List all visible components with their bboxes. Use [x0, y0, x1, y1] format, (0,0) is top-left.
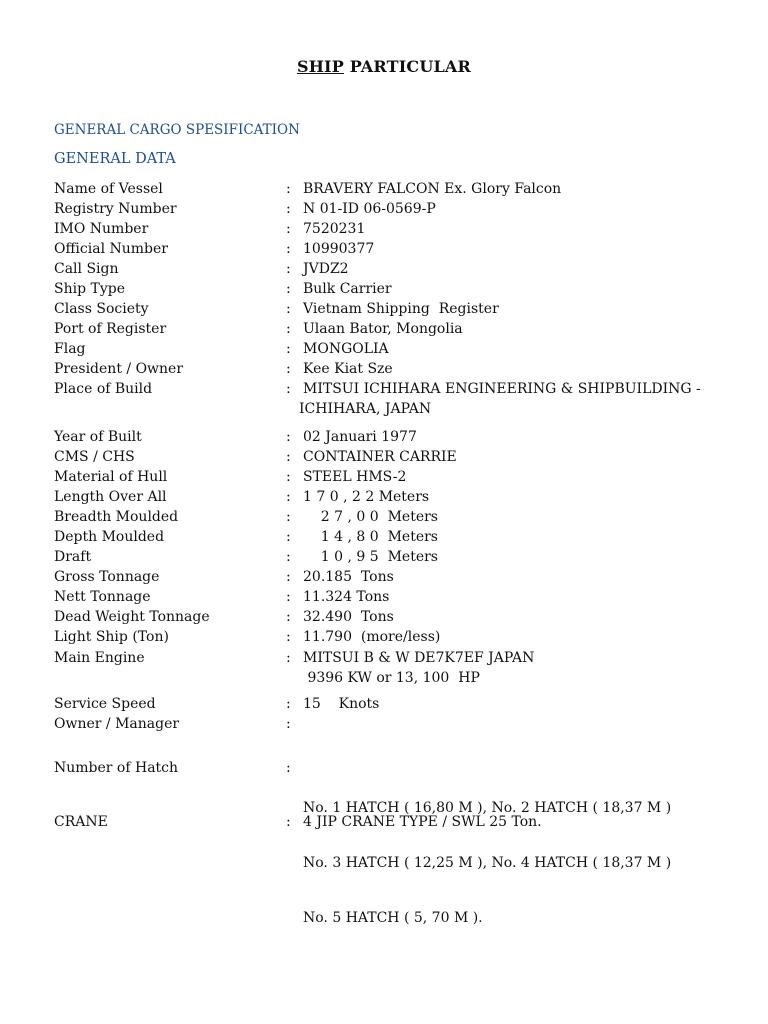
field-value-continued: ICHIHARA, JAPAN [299, 401, 432, 417]
field-label: Owner / Manager [54, 716, 180, 732]
field-label: Flag [54, 341, 86, 357]
colon: : [286, 201, 291, 217]
field-value: JVDZ2 [303, 261, 349, 277]
row-main-engine [54, 648, 734, 688]
field-value: Ulaan Bator, Mongolia [303, 321, 463, 337]
colon: : [286, 609, 291, 625]
field-value: 02 Januari 1977 [303, 429, 417, 445]
page-title [0, 57, 768, 76]
field-value: 1 0 , 9 5 Meters [303, 549, 438, 565]
field-label: Light Ship (Ton) [54, 629, 169, 645]
colon: : [286, 589, 291, 605]
page-title-rest: PARTICULAR [343, 57, 472, 76]
field-label: Year of Built [54, 429, 142, 445]
field-label: Service Speed [54, 696, 156, 712]
field-value: Kee Kiat Sze [303, 361, 393, 377]
field-label: Length Over All [54, 489, 167, 505]
field-value: MITSUI ICHIHARA ENGINEERING & SHIPBUILDING - [303, 381, 701, 397]
field-label: President / Owner [54, 361, 184, 377]
field-label: Registry Number [54, 201, 177, 217]
field-value: 32.490 Tons [303, 609, 394, 625]
general-data-heading: GENERAL DATA [54, 151, 176, 167]
field-value: 4 JIP CRANE TYPE / SWL 25 Ton. [303, 814, 542, 830]
colon: : [286, 301, 291, 317]
field-label: Ship Type [54, 281, 125, 297]
colon: : [286, 469, 291, 485]
colon: : [286, 429, 291, 445]
colon: : [286, 549, 291, 565]
field-value: 10990377 [303, 241, 375, 257]
field-label: Dead Weight Tonnage [54, 609, 210, 625]
field-label: Nett Tonnage [54, 589, 151, 605]
colon: : [286, 716, 291, 732]
colon: : [286, 814, 291, 830]
colon: : [286, 760, 291, 776]
colon: : [286, 281, 291, 297]
field-value: 1 7 0 , 2 2 Meters [303, 489, 430, 505]
field-value-continued: 9396 KW or 13, 100 HP [303, 670, 480, 686]
field-label: Gross Tonnage [54, 569, 160, 585]
field-label: Place of Build [54, 381, 153, 397]
field-value: BRAVERY FALCON Ex. Glory Falcon [303, 181, 562, 197]
colon: : [286, 241, 291, 257]
field-value: 11.790 (more/less) [303, 629, 441, 645]
field-label: Port of Register [54, 321, 167, 337]
field-value: Bulk Carrier [303, 281, 392, 297]
field-label: Depth Moulded [54, 529, 165, 545]
colon: : [286, 509, 291, 525]
field-value: N 01-ID 06-0569-P [303, 201, 436, 217]
colon: : [286, 696, 291, 712]
row-place-of-build [54, 379, 734, 419]
colon: : [286, 221, 291, 237]
field-label: Draft [54, 549, 92, 565]
field-label: CRANE [54, 814, 108, 830]
colon: : [286, 381, 291, 397]
field-value: Vietnam Shipping Register [303, 301, 499, 317]
colon: : [286, 321, 291, 337]
colon: : [286, 449, 291, 465]
field-label: Main Engine [54, 650, 145, 666]
field-value: 7520231 [303, 221, 366, 237]
field-label: Call Sign [54, 261, 119, 277]
hatch-list [303, 761, 671, 966]
field-value: 2 7 , 0 0 Meters [303, 509, 438, 525]
colon: : [286, 181, 291, 197]
field-label: Name of Vessel [54, 181, 163, 197]
colon: : [286, 529, 291, 545]
colon: : [286, 650, 291, 666]
colon: : [286, 361, 291, 377]
field-value: 15 Knots [303, 696, 380, 712]
colon: : [286, 341, 291, 357]
hatch-line: No. 1 HATCH ( 16,80 M ), No. 2 HATCH ( 18,37 M ) [303, 800, 672, 816]
field-value: CONTAINER CARRIE [303, 449, 457, 465]
hatch-line: No. 5 HATCH ( 5, 70 M ). [303, 910, 483, 926]
field-value: MONGOLIA [303, 341, 389, 357]
field-value: STEEL HMS-2 [303, 469, 407, 485]
field-label: Number of Hatch [54, 760, 179, 776]
colon: : [286, 261, 291, 277]
page-title-underlined: SHIP [296, 57, 344, 76]
field-value: 1 4 , 8 0 Meters [303, 529, 438, 545]
cargo-spec-heading: GENERAL CARGO SPESIFICATION [54, 122, 300, 138]
hatch-line: No. 3 HATCH ( 12,25 M ), No. 4 HATCH ( 18,37 M ) [303, 855, 672, 871]
colon: : [286, 569, 291, 585]
colon: : [286, 489, 291, 505]
field-label: Material of Hull [54, 469, 168, 485]
field-label: Official Number [54, 241, 168, 257]
field-label: Class Society [54, 301, 149, 317]
field-label: CMS / CHS [54, 449, 135, 465]
field-value: 11.324 Tons [303, 589, 390, 605]
field-label: IMO Number [54, 221, 149, 237]
field-value: 20.185 Tons [303, 569, 394, 585]
colon: : [286, 629, 291, 645]
field-value: MITSUI B & W DE7K7EF JAPAN [303, 650, 535, 666]
field-label: Breadth Moulded [54, 509, 179, 525]
